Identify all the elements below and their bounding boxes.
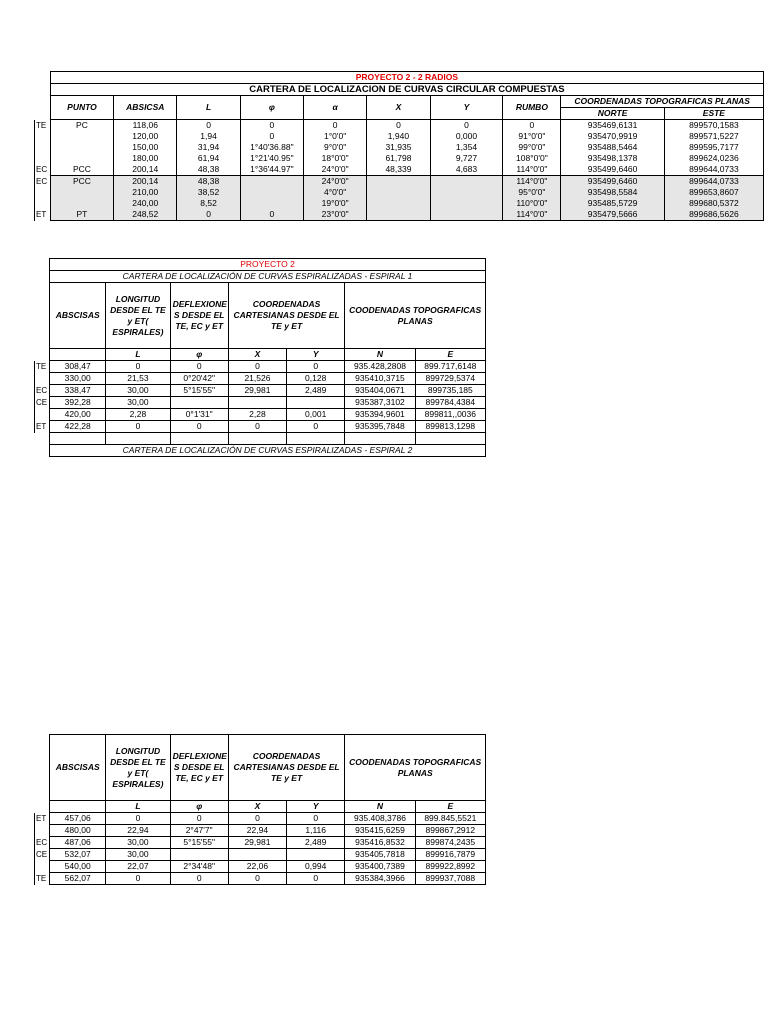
- cell-e: 899729,5374: [415, 373, 485, 385]
- header-abscisas: ABSCISAS: [50, 735, 106, 801]
- cell-phi: 0: [170, 813, 228, 825]
- row-marker: [35, 153, 51, 164]
- cell-rumbo: 95°0'0": [503, 187, 561, 198]
- row-marker: EC: [35, 385, 50, 397]
- cell-norte: 935498,1378: [561, 153, 664, 164]
- cell-este: 899686,5626: [664, 209, 763, 221]
- cell-y: 0: [287, 421, 345, 433]
- cell-y: [287, 397, 345, 409]
- row-marker: ET: [35, 813, 50, 825]
- cell-abscisa: 338,47: [50, 385, 106, 397]
- cell-l: 1,94: [177, 131, 240, 142]
- cell-n: 935.408,3786: [345, 813, 415, 825]
- table-row: [35, 187, 764, 198]
- cell-x: [367, 198, 430, 209]
- table-row: [35, 142, 764, 153]
- cell-punto: PT: [50, 209, 113, 221]
- cell-alpha: 19°0'0": [304, 198, 367, 209]
- cell-n: 935410,3715: [345, 373, 415, 385]
- row-marker: [35, 373, 50, 385]
- cell-rumbo: 108°0'0": [503, 153, 561, 164]
- cell-e: 899937,7088: [415, 873, 485, 885]
- cell-absicsa: 150,00: [114, 142, 177, 153]
- header-n: N: [345, 801, 415, 813]
- cell-absicsa: 120,00: [114, 131, 177, 142]
- cell-l: 21,53: [106, 373, 170, 385]
- cell-y: 9,727: [430, 153, 503, 164]
- cell-l: 8,52: [177, 198, 240, 209]
- cell-y: 0,128: [287, 373, 345, 385]
- table-row: [35, 837, 486, 849]
- cell-y: 0,994: [287, 861, 345, 873]
- cell-x: 61,798: [367, 153, 430, 164]
- table-row: [35, 153, 764, 164]
- cell-x: [228, 397, 286, 409]
- cell-phi: 2°34'48": [170, 861, 228, 873]
- cell-este: 899653,8607: [664, 187, 763, 198]
- header-l: L: [106, 349, 170, 361]
- cell-x: [228, 849, 286, 861]
- cell-abscisa: 480,00: [50, 825, 106, 837]
- cell-phi: 2°47'7": [170, 825, 228, 837]
- cell-l: 38,52: [177, 187, 240, 198]
- cell-abscisa: 308,47: [50, 361, 106, 373]
- header-rumbo: RUMBO: [503, 96, 561, 120]
- cell-x: 29,981: [228, 385, 286, 397]
- table-row: [35, 198, 764, 209]
- cell-e: 899813,1298: [415, 421, 485, 433]
- cell-e: 899735,185: [415, 385, 485, 397]
- project-title: PROYECTO 2 - 2 RADIOS: [50, 72, 763, 84]
- project-title: PROYECTO 2: [50, 259, 486, 271]
- cell-phi: 0°20'42": [170, 373, 228, 385]
- header-punto: PUNTO: [50, 96, 113, 120]
- cell-l: 22,07: [106, 861, 170, 873]
- cell-y: [430, 187, 503, 198]
- row-marker: TE: [35, 873, 50, 885]
- cell-alpha: 9°0'0": [304, 142, 367, 153]
- header-alpha: α: [304, 96, 367, 120]
- cell-x: 0: [367, 120, 430, 132]
- table-row: [35, 409, 486, 421]
- cell-phi: [240, 198, 303, 209]
- cell-absicsa: 180,00: [114, 153, 177, 164]
- cell-n: 935415,6259: [345, 825, 415, 837]
- header-y: Y: [287, 801, 345, 813]
- cell-y: 0: [287, 813, 345, 825]
- cell-phi: [240, 176, 303, 188]
- cell-phi: 0: [170, 361, 228, 373]
- header-phi: φ: [240, 96, 303, 120]
- row-marker: ET: [35, 421, 50, 433]
- cell-phi: 5°15'55": [170, 385, 228, 397]
- cell-absicsa: 248,52: [114, 209, 177, 221]
- cell-abscisa: 562,07: [50, 873, 106, 885]
- cell-absicsa: 200,14: [114, 164, 177, 176]
- header-abscisas: ABSCISAS: [50, 283, 106, 349]
- cell-y: [287, 849, 345, 861]
- cell-norte: 935470,9919: [561, 131, 664, 142]
- cell-este: 899571,5227: [664, 131, 763, 142]
- cell-e: 899874,2435: [415, 837, 485, 849]
- cell-rumbo: 0: [503, 120, 561, 132]
- cell-alpha: 24°0'0": [304, 164, 367, 176]
- header-longitud: LONGITUD DESDE EL TE y ET( ESPIRALES): [106, 735, 170, 801]
- cell-e: 899916,7879: [415, 849, 485, 861]
- header-topograficas: COODENADAS TOPOGRAFICAS PLANAS: [345, 735, 486, 801]
- cell-este: 899595,7177: [664, 142, 763, 153]
- cell-abscisa: 487,06: [50, 837, 106, 849]
- cell-phi: 0: [240, 209, 303, 221]
- spiral-1-table: [34, 258, 486, 457]
- cell-punto: PCC: [50, 164, 113, 176]
- cell-abscisa: 532,07: [50, 849, 106, 861]
- cell-punto: [50, 198, 113, 209]
- cell-este: 899570,1583: [664, 120, 763, 132]
- cell-punto: [50, 153, 113, 164]
- cell-norte: 935499,6460: [561, 164, 664, 176]
- cell-l: 22,94: [106, 825, 170, 837]
- cell-l: 0: [106, 873, 170, 885]
- cell-norte: 935469,6131: [561, 120, 664, 132]
- cell-rumbo: 114°0'0": [503, 176, 561, 188]
- cell-l: 30,00: [106, 385, 170, 397]
- cell-x: 2,28: [228, 409, 286, 421]
- header-l: L: [177, 96, 240, 120]
- table-row: [35, 120, 764, 132]
- cell-l: 31,94: [177, 142, 240, 153]
- cell-norte: 935499,6460: [561, 176, 664, 188]
- cell-l: 30,00: [106, 397, 170, 409]
- cell-y: 2,489: [287, 385, 345, 397]
- row-marker: EC: [35, 837, 50, 849]
- cell-punto: [50, 131, 113, 142]
- cell-x: 29,981: [228, 837, 286, 849]
- table-row: [35, 397, 486, 409]
- cell-e: 899.845,5521: [415, 813, 485, 825]
- row-marker: CE: [35, 397, 50, 409]
- table-row: [35, 813, 486, 825]
- cell-y: 0: [430, 120, 503, 132]
- cell-alpha: 24°0'0": [304, 176, 367, 188]
- cell-este: 899680,5372: [664, 198, 763, 209]
- cell-e: 899784,4384: [415, 397, 485, 409]
- cell-e: 899922,8992: [415, 861, 485, 873]
- cell-n: 935395,7848: [345, 421, 415, 433]
- cell-phi: 1°40'36.88": [240, 142, 303, 153]
- cell-abscisa: 457,06: [50, 813, 106, 825]
- cell-alpha: 4°0'0": [304, 187, 367, 198]
- table-row: [35, 385, 486, 397]
- header-phi: φ: [170, 801, 228, 813]
- cell-y: 0: [287, 361, 345, 373]
- cell-x: 1,940: [367, 131, 430, 142]
- cell-punto: [50, 187, 113, 198]
- spiral-2-table: [34, 734, 486, 885]
- cell-x: 0: [228, 873, 286, 885]
- header-este: ESTE: [664, 108, 763, 120]
- cell-este: 899644,0733: [664, 176, 763, 188]
- cell-x: [367, 209, 430, 221]
- header-phi: φ: [170, 349, 228, 361]
- cell-phi: 5°15'55": [170, 837, 228, 849]
- cell-phi: 0: [240, 131, 303, 142]
- cell-rumbo: 99°0'0": [503, 142, 561, 153]
- header-deflexiones: DEFLEXIONE S DESDE EL TE, EC y ET: [170, 283, 228, 349]
- table-row: [35, 361, 486, 373]
- table-row: [35, 164, 764, 176]
- row-marker: EC: [35, 176, 51, 188]
- header-coords: COORDENADAS TOPOGRAFICAS PLANAS: [561, 96, 764, 108]
- cell-abscisa: 540,00: [50, 861, 106, 873]
- spiral-2-title: CARTERA DE LOCALIZACIÓN DE CURVAS ESPIRALIZADAS - ESPIRAL 2: [50, 445, 486, 457]
- cell-punto: [50, 142, 113, 153]
- cell-l: 48,38: [177, 164, 240, 176]
- cell-x: 22,06: [228, 861, 286, 873]
- cell-abscisa: 420,00: [50, 409, 106, 421]
- header-absicsa: ABSICSA: [114, 96, 177, 120]
- cell-norte: 935479,5666: [561, 209, 664, 221]
- row-marker: [35, 187, 51, 198]
- cell-n: 935405,7818: [345, 849, 415, 861]
- table-row: [35, 825, 486, 837]
- cell-x: 0: [228, 361, 286, 373]
- header-cartesianas: COORDENADAS CARTESIANAS DESDE EL TE y ET: [228, 735, 345, 801]
- cell-rumbo: 91°0'0": [503, 131, 561, 142]
- cell-absicsa: 200,14: [114, 176, 177, 188]
- cell-absicsa: 118,06: [114, 120, 177, 132]
- row-marker: [35, 142, 51, 153]
- cell-este: 899644,0733: [664, 164, 763, 176]
- header-longitud: LONGITUD DESDE EL TE y ET( ESPIRALES): [106, 283, 170, 349]
- table-row: [35, 209, 764, 221]
- cell-phi: 1°21'40.95": [240, 153, 303, 164]
- cell-alpha: 23°0'0": [304, 209, 367, 221]
- header-n: N: [345, 349, 415, 361]
- cell-n: 935394,9601: [345, 409, 415, 421]
- cell-x: [367, 176, 430, 188]
- cell-phi: 0: [170, 421, 228, 433]
- cell-y: [430, 209, 503, 221]
- cell-y: 0: [287, 873, 345, 885]
- header-norte: NORTE: [561, 108, 664, 120]
- cell-punto: PC: [50, 120, 113, 132]
- cell-l: 30,00: [106, 849, 170, 861]
- cell-x: [367, 187, 430, 198]
- cell-e: 899.717,6148: [415, 361, 485, 373]
- header-y: Y: [287, 349, 345, 361]
- cell-absicsa: 210,00: [114, 187, 177, 198]
- cell-x: 21,526: [228, 373, 286, 385]
- cell-phi: [170, 397, 228, 409]
- cell-x: 0: [228, 421, 286, 433]
- cell-phi: 1°36'44.97": [240, 164, 303, 176]
- compound-curve-table: [34, 71, 764, 221]
- cell-n: 935384,3966: [345, 873, 415, 885]
- header-deflexiones: DEFLEXIONE S DESDE EL TE, EC y ET: [170, 735, 228, 801]
- cell-alpha: 0: [304, 120, 367, 132]
- cell-l: 0: [106, 421, 170, 433]
- table-title: CARTERA DE LOCALIZACION DE CURVAS CIRCULAR COMPUESTAS: [50, 84, 763, 96]
- cell-n: 935387,3102: [345, 397, 415, 409]
- row-marker: [35, 861, 50, 873]
- header-x: X: [367, 96, 430, 120]
- cell-este: 899624,0236: [664, 153, 763, 164]
- header-e: E: [415, 801, 485, 813]
- cell-y: 0,001: [287, 409, 345, 421]
- header-l: L: [106, 801, 170, 813]
- header-y: Y: [430, 96, 503, 120]
- cell-l: 0: [177, 209, 240, 221]
- table-row: [35, 873, 486, 885]
- cell-e: 899867,2912: [415, 825, 485, 837]
- cell-norte: 935488,5464: [561, 142, 664, 153]
- cell-n: 935416,8532: [345, 837, 415, 849]
- cell-phi: 0°1'31": [170, 409, 228, 421]
- table-row: [35, 176, 764, 188]
- cell-abscisa: 330,00: [50, 373, 106, 385]
- cell-alpha: 1°0'0": [304, 131, 367, 142]
- cell-e: 899811,,0036: [415, 409, 485, 421]
- cell-punto: PCC: [50, 176, 113, 188]
- cell-l: 30,00: [106, 837, 170, 849]
- cell-y: 4,683: [430, 164, 503, 176]
- row-marker: EC: [35, 164, 51, 176]
- cell-abscisa: 422,28: [50, 421, 106, 433]
- cell-x: 22,94: [228, 825, 286, 837]
- row-marker: [35, 825, 50, 837]
- cell-y: [430, 176, 503, 188]
- cell-phi: [240, 187, 303, 198]
- table-row: [35, 421, 486, 433]
- cell-alpha: 18°0'0": [304, 153, 367, 164]
- cell-phi: 0: [240, 120, 303, 132]
- cell-n: 935404,0671: [345, 385, 415, 397]
- header-e: E: [415, 349, 485, 361]
- cell-rumbo: 114°0'0": [503, 164, 561, 176]
- cell-y: 2,489: [287, 837, 345, 849]
- row-marker: [35, 409, 50, 421]
- table-row: [35, 861, 486, 873]
- header-cartesianas: COORDENADAS CARTESIANAS DESDE EL TE y ET: [228, 283, 345, 349]
- cell-l: 2,28: [106, 409, 170, 421]
- cell-phi: 0: [170, 873, 228, 885]
- cell-phi: [170, 849, 228, 861]
- row-marker: TE: [35, 361, 50, 373]
- table-title: CARTERA DE LOCALIZACIÓN DE CURVAS ESPIRALIZADAS - ESPIRAL 1: [50, 271, 486, 283]
- row-marker: CE: [35, 849, 50, 861]
- row-marker: TE: [35, 120, 51, 132]
- cell-l: 0: [177, 120, 240, 132]
- table-row: [35, 373, 486, 385]
- header-x: X: [228, 801, 286, 813]
- cell-absicsa: 240,00: [114, 198, 177, 209]
- row-marker: [35, 198, 51, 209]
- cell-rumbo: 110°0'0": [503, 198, 561, 209]
- cell-y: [430, 198, 503, 209]
- cell-l: 48,38: [177, 176, 240, 188]
- cell-l: 61,94: [177, 153, 240, 164]
- cell-y: 1,116: [287, 825, 345, 837]
- row-marker: [35, 131, 51, 142]
- cell-n: 935.428,2808: [345, 361, 415, 373]
- cell-rumbo: 114°0'0": [503, 209, 561, 221]
- header-topograficas: COODENADAS TOPOGRAFICAS PLANAS: [345, 283, 486, 349]
- cell-n: 935400,7389: [345, 861, 415, 873]
- row-marker: ET: [35, 209, 51, 221]
- cell-abscisa: 392,28: [50, 397, 106, 409]
- cell-x: 48,339: [367, 164, 430, 176]
- cell-l: 0: [106, 361, 170, 373]
- cell-x: 31,935: [367, 142, 430, 153]
- cell-y: 1,354: [430, 142, 503, 153]
- cell-norte: 935498,5584: [561, 187, 664, 198]
- cell-l: 0: [106, 813, 170, 825]
- table-row: [35, 131, 764, 142]
- cell-norte: 935485,5729: [561, 198, 664, 209]
- table-row: [35, 849, 486, 861]
- cell-x: 0: [228, 813, 286, 825]
- cell-y: 0,000: [430, 131, 503, 142]
- header-x: X: [228, 349, 286, 361]
